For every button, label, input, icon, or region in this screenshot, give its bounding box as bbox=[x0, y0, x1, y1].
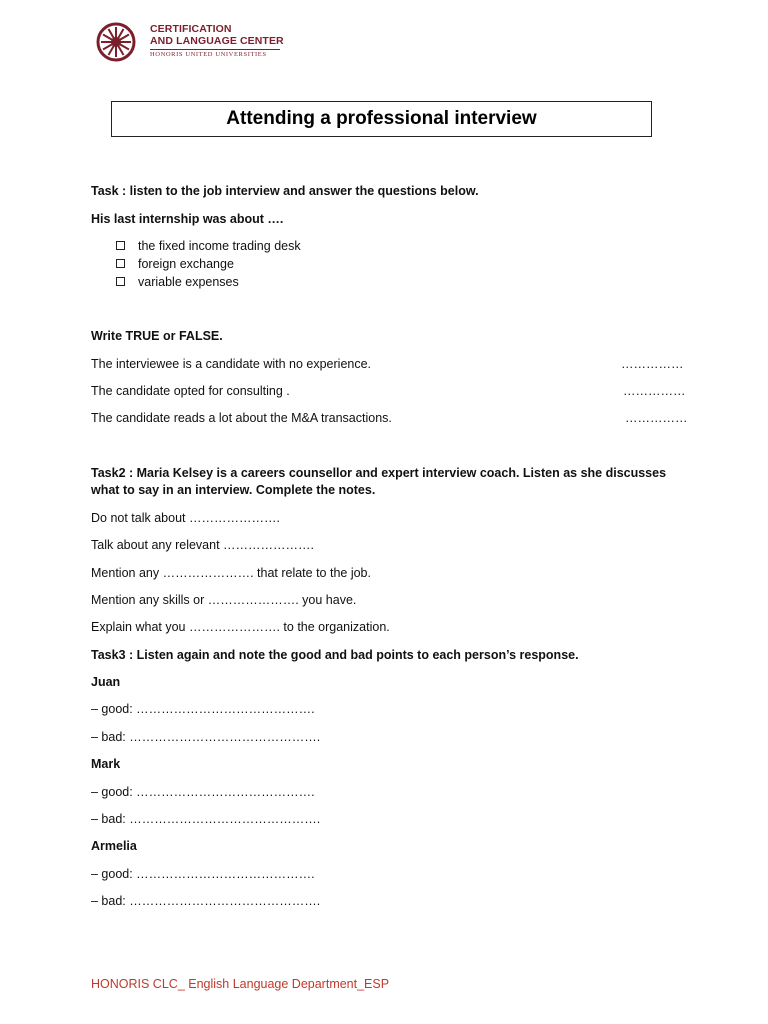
person-name-juan: Juan bbox=[91, 675, 121, 689]
task1-instruction: Task : listen to the job interview and answer the questions below. bbox=[91, 184, 479, 198]
option-checkbox-2[interactable] bbox=[116, 259, 125, 268]
task2-note-4: Mention any skills or …………………. you have. bbox=[91, 593, 357, 607]
task2-heading-line-1: Task2 : Maria Kelsey is a careers counsellor and expert interview coach. Listen as she discusses bbox=[91, 466, 667, 480]
person-name-armelia: Armelia bbox=[91, 839, 137, 853]
task2-note-2: Talk about any relevant …………………. bbox=[91, 538, 314, 552]
true-false-heading: Write TRUE or FALSE. bbox=[91, 329, 223, 343]
person-name-mark: Mark bbox=[91, 757, 121, 771]
task2-note-3: Mention any …………………. that relate to the job. bbox=[91, 566, 371, 580]
task2-note-1: Do not talk about …………………. bbox=[91, 511, 280, 525]
logo-divider bbox=[150, 49, 280, 50]
task3-heading: Task3 : Listen again and note the good and bad points to each person’s response. bbox=[91, 648, 579, 662]
task1-question: His last internship was about …. bbox=[91, 212, 284, 226]
answer-blank-2[interactable]: …………… bbox=[623, 384, 686, 398]
armelia-bad-line[interactable]: – bad: ………………………………………. bbox=[91, 894, 321, 908]
option-label-3: variable expenses bbox=[138, 275, 239, 289]
answer-blank-3[interactable]: …………… bbox=[625, 411, 688, 425]
task2-note-5: Explain what you …………………. to the organization. bbox=[91, 620, 390, 634]
title-box bbox=[111, 101, 652, 137]
juan-bad-line[interactable]: – bad: ………………………………………. bbox=[91, 730, 321, 744]
option-label-1: the fixed income trading desk bbox=[138, 239, 301, 253]
armelia-good-line[interactable]: – good: ……………………………………. bbox=[91, 867, 315, 881]
option-checkbox-3[interactable] bbox=[116, 277, 125, 286]
sunburst-logo-icon bbox=[96, 22, 140, 62]
statement-1: The interviewee is a candidate with no experience. bbox=[91, 357, 372, 371]
task2-heading-line-2: what to say in an interview. Complete the notes. bbox=[91, 483, 376, 497]
option-checkbox-1[interactable] bbox=[116, 241, 125, 250]
juan-good-line[interactable]: – good: ……………………………………. bbox=[91, 702, 315, 716]
mark-good-line[interactable]: – good: ……………………………………. bbox=[91, 785, 315, 799]
statement-2: The candidate opted for consulting . bbox=[91, 384, 290, 398]
logo-wordmark bbox=[150, 23, 284, 59]
mark-bad-line[interactable]: – bad: ………………………………………. bbox=[91, 812, 321, 826]
option-label-2: foreign exchange bbox=[138, 257, 234, 271]
statement-3: The candidate reads a lot about the M&A transactions. bbox=[91, 411, 392, 425]
logo-line-1: CERTIFICATION bbox=[150, 23, 232, 35]
logo-line-2: AND LANGUAGE CENTER bbox=[150, 35, 284, 47]
answer-blank-1[interactable]: …………… bbox=[621, 357, 684, 371]
page-title: Attending a professional interview bbox=[226, 108, 537, 129]
logo-subtitle: HONORIS UNITED UNIVERSITIES bbox=[150, 51, 267, 58]
header-logo bbox=[96, 22, 296, 62]
page-footer: HONORIS CLC_ English Language Department_ESP bbox=[91, 977, 390, 991]
